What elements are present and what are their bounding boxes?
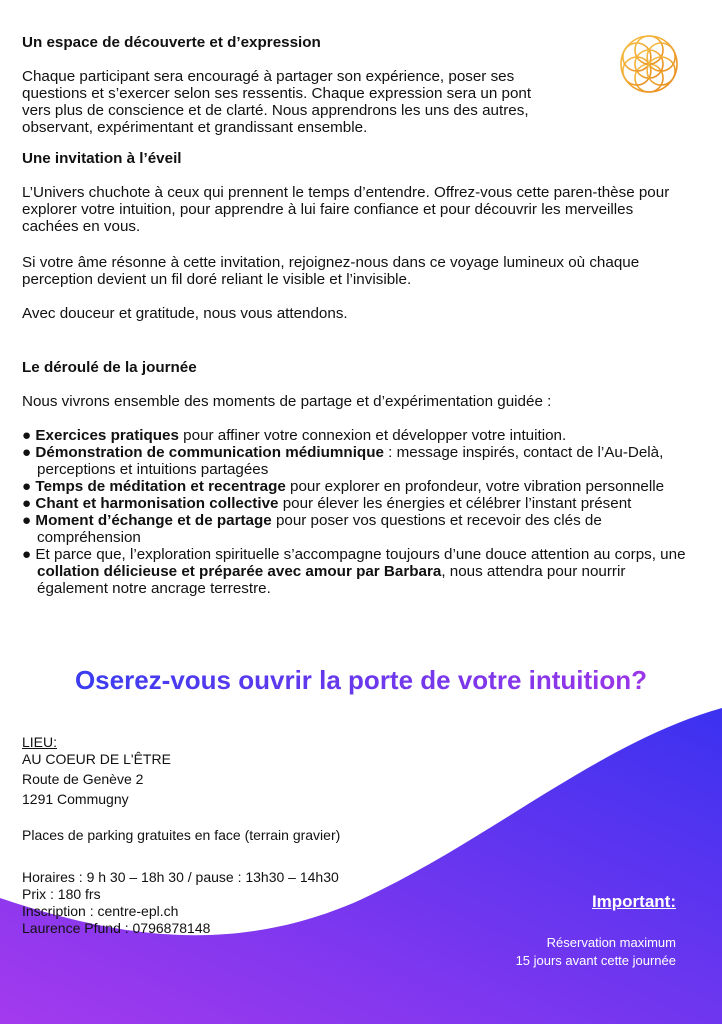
program-list [22, 427, 687, 597]
bullet-icon: ● [22, 512, 32, 529]
contact: Laurence Pfund : 0796878148 [22, 920, 211, 936]
list-item [22, 478, 687, 495]
item-text: pour poser vos questions et recevoir des clés de compréhension [37, 512, 602, 546]
bullet-icon: ● [22, 427, 32, 444]
location-name: AU COEUR DE L'ÊTRE [22, 751, 171, 767]
invitation-paragraph-2: Si votre âme résonne à cette invitation, rejoignez-nous dans ce voyage lumineux où chaque perception devient un fil doré reliant le visible et l’invisible. [22, 254, 640, 288]
list-item [22, 512, 687, 546]
main-content [22, 34, 687, 597]
item-bold: Démonstration de communication médiumnique [35, 444, 384, 461]
list-item [22, 444, 687, 478]
item-text: : message inspirés, contact de l’Au-Delà, perceptions et intuitions partagées [37, 444, 664, 478]
headline-text: Oserez-vous ouvrir la porte de votre intuition? [74, 665, 648, 695]
list-item [22, 546, 687, 597]
list-item [22, 427, 687, 444]
item-bold: collation délicieuse et préparée avec amour par Barbara [37, 563, 442, 580]
item-bold: Chant et harmonisation collective [35, 495, 279, 512]
schedule: Horaires : 9 h 30 – 18h 30 / pause : 13h30 – 14h30 [22, 869, 339, 885]
location-label: LIEU: [22, 734, 58, 750]
headline [0, 664, 722, 696]
important-line: 15 jours avant cette journée [515, 953, 676, 968]
event-info [22, 734, 442, 937]
important-text [516, 934, 676, 970]
registration: Inscription : centre-epl.ch [22, 903, 179, 919]
bullet-icon: ● [22, 495, 32, 512]
bullet-icon: ● [22, 546, 32, 563]
item-bold: Temps de méditation et recentrage [35, 478, 286, 495]
discovery-paragraph: Chaque participant sera encouragé à partager son expérience, poser ses questions et s’exercer selon ses ressentis. Chaque expression sera un pont vers plus de conscience et de clarté. Nous apprendrons les uns des autres, observant, expérimentant et grandissant ensemble. [22, 68, 532, 136]
item-text: pour affiner votre connexion et développer votre intuition. [178, 427, 567, 444]
item-text: Et parce que, l’exploration spirituelle s’accompagne toujours d’une douce attention au corps, une [35, 546, 686, 563]
location-city: 1291 Commugny [22, 791, 129, 807]
section-title-invitation: Une invitation à l’éveil [22, 150, 182, 167]
important-title: Important: [591, 892, 676, 911]
important-line: Réservation maximum [546, 935, 676, 950]
location-street: Route de Genève 2 [22, 771, 144, 787]
item-bold: Exercices pratiques [35, 427, 179, 444]
invitation-paragraph-1: L’Univers chuchote à ceux qui prennent le temps d’entendre. Offrez-vous cette paren-thèse pour explorer votre intuition, pour apprendre à lui faire confiance et pour découvrir les merveilles cachées en vous. [22, 184, 670, 235]
item-text: pour explorer en profondeur, votre vibration personnelle [285, 478, 665, 495]
item-bold: Moment d’échange et de partage [35, 512, 272, 529]
list-item [22, 495, 687, 512]
important-notice [516, 892, 676, 970]
invitation-paragraph-3: Avec douceur et gratitude, nous vous attendons. [22, 305, 348, 322]
price: Prix : 180 frs [22, 886, 101, 902]
bullet-icon: ● [22, 478, 32, 495]
item-text: , nous attendra pour nourrir également notre ancrage terrestre. [37, 563, 626, 597]
bullet-icon: ● [22, 444, 32, 461]
section-title-program: Le déroulé de la journée [22, 359, 197, 376]
program-intro: Nous vivrons ensemble des moments de partage et d’expérimentation guidée : [22, 393, 552, 410]
item-text: pour élever les énergies et célébrer l’instant présent [278, 495, 632, 512]
section-title-discovery: Un espace de découverte et d’expression [22, 34, 321, 51]
parking-info: Places de parking gratuites en face (terrain gravier) [22, 827, 341, 843]
